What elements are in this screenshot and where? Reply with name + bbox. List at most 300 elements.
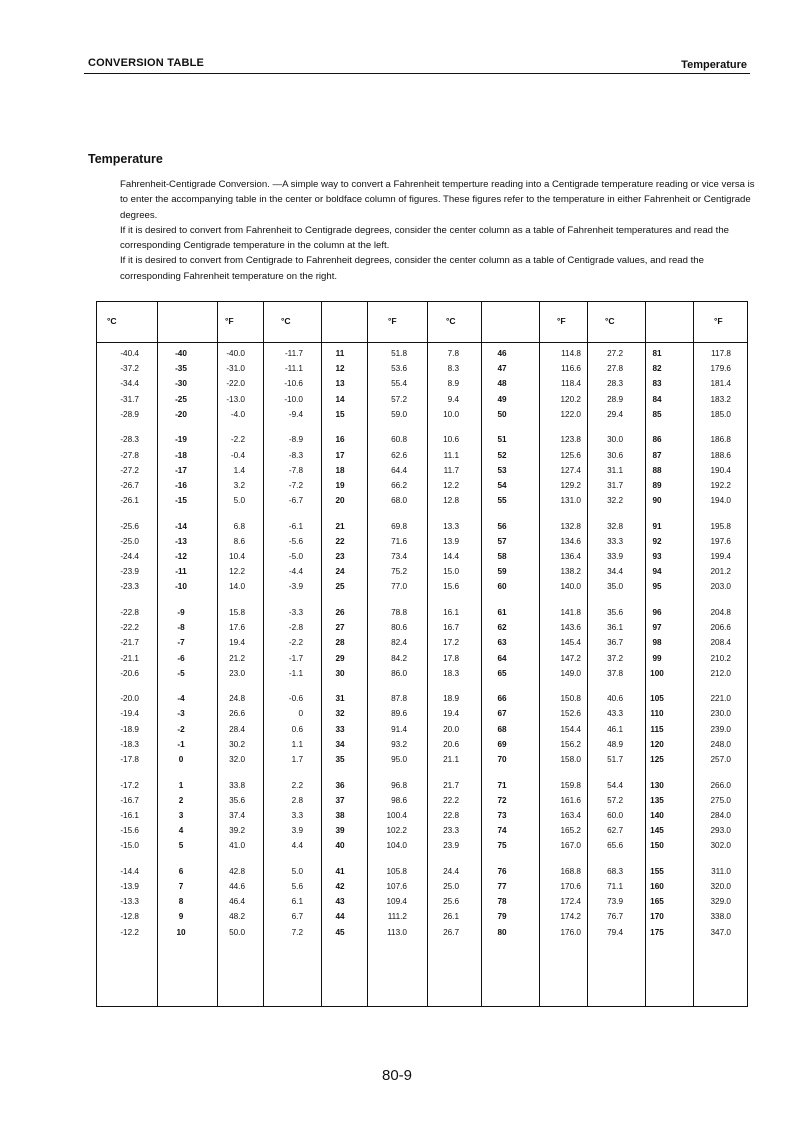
celsius-value: 17.8 — [443, 653, 459, 663]
celsius-value: 27.8 — [607, 364, 623, 374]
celsius-value: -31.7 — [120, 394, 139, 404]
fahrenheit-value: 46.4 — [229, 897, 245, 907]
conversion-table — [96, 301, 748, 1007]
center-value: 165 — [650, 897, 664, 907]
column-divider — [539, 302, 540, 1006]
center-value: 94 — [652, 567, 662, 577]
fahrenheit-value: 69.8 — [391, 521, 407, 531]
fahrenheit-value: -2.2 — [230, 435, 245, 445]
fahrenheit-value: 338.0 — [710, 912, 731, 922]
celsius-value: 48.9 — [607, 739, 623, 749]
center-value: 81 — [652, 349, 662, 358]
center-value: 97 — [652, 623, 662, 633]
center-value: 17 — [335, 450, 345, 460]
celsius-value: 2.8 — [291, 795, 303, 805]
celsius-value: 65.6 — [607, 841, 623, 851]
celsius-value: -12.2 — [120, 927, 139, 937]
celsius-value: 12.2 — [443, 480, 459, 490]
fahrenheit-value: 239.0 — [710, 724, 731, 734]
fahrenheit-value: 26.6 — [229, 709, 245, 719]
fahrenheit-value: 33.8 — [229, 780, 245, 790]
fahrenheit-value: 122.0 — [560, 409, 581, 419]
fahrenheit-value: 181.4 — [710, 379, 731, 389]
fahrenheit-value: 80.6 — [391, 623, 407, 633]
celsius-value: 43.3 — [607, 709, 623, 719]
fahrenheit-value: 208.4 — [710, 638, 731, 648]
celsius-value: 40.6 — [607, 694, 623, 704]
fahrenheit-value: 134.6 — [560, 536, 581, 546]
center-value: 85 — [652, 409, 662, 419]
fahrenheit-value: 132.8 — [560, 521, 581, 531]
celsius-value: 8.3 — [447, 364, 459, 374]
center-value: 35 — [335, 755, 345, 764]
celsius-value: -12.8 — [120, 912, 139, 922]
celsius-value: -17.2 — [120, 780, 139, 790]
fahrenheit-value: -22.0 — [226, 379, 245, 389]
fahrenheit-value: 109.4 — [386, 897, 407, 907]
center-value: -8 — [177, 623, 185, 633]
fahrenheit-value: 347.0 — [710, 927, 731, 937]
celsius-value: 16.7 — [443, 623, 459, 633]
fahrenheit-value: 204.8 — [710, 607, 731, 617]
celsius-value: -14.4 — [120, 866, 139, 876]
fahrenheit-value: 156.2 — [560, 739, 581, 749]
center-value: 79 — [497, 912, 507, 922]
fahrenheit-value: 32.0 — [229, 755, 245, 764]
celsius-value: 9.4 — [447, 394, 459, 404]
fahrenheit-value: 221.0 — [710, 694, 731, 704]
celsius-value: 13.3 — [443, 521, 459, 531]
fahrenheit-value: 136.4 — [560, 552, 581, 561]
fahrenheit-value: 50.0 — [229, 927, 245, 937]
fahrenheit-value: 60.8 — [391, 435, 407, 445]
fahrenheit-value: 113.0 — [387, 927, 407, 937]
fahrenheit-value: 138.2 — [560, 567, 581, 577]
fahrenheit-value: 145.4 — [560, 638, 581, 648]
fahrenheit-value: 131.0 — [560, 496, 581, 506]
center-value: 175 — [650, 927, 664, 937]
fahrenheit-value: 66.2 — [391, 480, 407, 490]
fahrenheit-value: 57.2 — [391, 394, 407, 404]
celsius-value: -16.7 — [120, 795, 139, 805]
fahrenheit-value: 24.8 — [229, 694, 245, 704]
center-value: 83 — [652, 379, 662, 389]
center-value: 43 — [335, 897, 345, 907]
intro-text — [120, 177, 755, 284]
fahrenheit-value: 12.2 — [229, 567, 245, 577]
fahrenheit-value: 129.2 — [560, 480, 581, 490]
celsius-value: -1.1 — [288, 668, 303, 678]
center-value: 86 — [652, 435, 662, 445]
center-value: 98 — [652, 638, 662, 648]
celsius-value: 1.1 — [291, 739, 303, 749]
fahrenheit-value: 117.8 — [711, 349, 731, 358]
celsius-value: 33.3 — [607, 536, 623, 546]
celsius-value: -19.4 — [120, 709, 139, 719]
center-value: 59 — [497, 567, 507, 577]
fahrenheit-value: 75.2 — [391, 567, 407, 577]
center-value: 88 — [652, 465, 662, 475]
center-value: -14 — [175, 521, 187, 531]
center-value: 15 — [335, 409, 345, 419]
center-value: 13 — [335, 379, 345, 389]
fahrenheit-value: 201.2 — [710, 567, 731, 577]
celsius-value: 23.3 — [443, 826, 459, 836]
fahrenheit-value: 1.4 — [233, 465, 245, 475]
fahrenheit-value: 179.6 — [710, 364, 731, 374]
celsius-value: -40.4 — [120, 349, 139, 358]
celsius-value: 20.0 — [443, 724, 459, 734]
celsius-value: -10.6 — [284, 379, 303, 389]
fahrenheit-value: 172.4 — [560, 897, 581, 907]
column-divider — [157, 302, 158, 1006]
celsius-value: 12.8 — [443, 496, 459, 506]
celsius-value: 4.4 — [291, 841, 303, 851]
celsius-value: -18.9 — [120, 724, 139, 734]
center-value: -5 — [177, 668, 185, 678]
center-value: 57 — [497, 536, 507, 546]
celsius-value: 21.1 — [443, 755, 459, 764]
center-value: 20 — [335, 496, 345, 506]
celsius-value: 13.9 — [443, 536, 459, 546]
celsius-value: -17.8 — [120, 755, 139, 764]
column-header: °F — [714, 316, 723, 326]
fahrenheit-value: 275.0 — [710, 795, 731, 805]
column-divider — [587, 302, 588, 1006]
celsius-value: 37.2 — [607, 653, 623, 663]
fahrenheit-value: 266.0 — [710, 780, 731, 790]
celsius-value: -18.3 — [120, 739, 139, 749]
celsius-value: 32.2 — [607, 496, 623, 506]
fahrenheit-value: 329.0 — [710, 897, 731, 907]
fahrenheit-value: 123.8 — [560, 435, 581, 445]
celsius-value: 0 — [298, 709, 303, 719]
celsius-value: 68.3 — [607, 866, 623, 876]
celsius-value: 17.2 — [443, 638, 459, 648]
fahrenheit-value: 73.4 — [391, 552, 407, 561]
section-title: Temperature — [88, 152, 163, 166]
celsius-value: -8.3 — [288, 450, 303, 460]
center-value: 9 — [178, 912, 184, 922]
center-value: 170 — [650, 912, 664, 922]
celsius-value: -37.2 — [120, 364, 139, 374]
center-value: 3 — [178, 810, 184, 820]
celsius-value: 6.7 — [291, 912, 303, 922]
celsius-value: -24.4 — [120, 552, 139, 561]
fahrenheit-value: 14.0 — [229, 582, 245, 592]
fahrenheit-value: 170.6 — [560, 882, 581, 891]
fahrenheit-value: -4.0 — [230, 409, 245, 419]
center-value: 130 — [650, 780, 664, 790]
celsius-value: 5.0 — [291, 866, 303, 876]
center-value: 44 — [335, 912, 345, 922]
celsius-value: -3.9 — [288, 582, 303, 592]
celsius-value: -26.7 — [120, 480, 139, 490]
celsius-value: 31.1 — [607, 465, 623, 475]
center-value: 58 — [497, 552, 507, 561]
fahrenheit-value: 197.6 — [710, 536, 731, 546]
celsius-value: 34.4 — [607, 567, 623, 577]
center-value: 32 — [335, 709, 345, 719]
center-value: 68 — [497, 724, 507, 734]
center-value: 6 — [178, 866, 184, 876]
center-value: 96 — [652, 607, 662, 617]
center-value: 100 — [650, 668, 664, 678]
column-header: °C — [605, 316, 615, 326]
celsius-value: -25.0 — [120, 536, 139, 546]
column-header: °F — [557, 316, 566, 326]
running-header-section: Temperature — [681, 59, 747, 71]
celsius-value: -6.7 — [288, 496, 303, 506]
fahrenheit-value: 120.2 — [560, 394, 581, 404]
center-value: 11 — [335, 349, 345, 358]
celsius-value: -7.2 — [288, 480, 303, 490]
celsius-value: 11.1 — [443, 450, 459, 460]
fahrenheit-value: 41.0 — [229, 841, 245, 851]
center-value: 60 — [497, 582, 507, 592]
fahrenheit-value: 23.0 — [229, 668, 245, 678]
intro-paragraph: If it is desired to convert from Fahrenheit to Centigrade degrees, consider the center column as a table of Fahrenheit temperatures and read the corresponding Centigrade temperature in the column at the left. — [120, 224, 730, 252]
center-value: 28 — [335, 638, 345, 648]
fahrenheit-value: 212.0 — [710, 668, 731, 678]
fahrenheit-value: 3.2 — [233, 480, 245, 490]
celsius-value: -28.9 — [120, 409, 139, 419]
fahrenheit-value: 53.6 — [391, 364, 407, 374]
column-header: °F — [388, 316, 397, 326]
celsius-value: -9.4 — [288, 409, 303, 419]
celsius-value: 7.8 — [447, 349, 459, 358]
celsius-value: -28.3 — [120, 435, 139, 445]
fahrenheit-value: 98.6 — [391, 795, 407, 805]
center-value: 71 — [497, 780, 507, 790]
fahrenheit-value: 107.6 — [386, 882, 407, 891]
fahrenheit-value: 163.4 — [560, 810, 581, 820]
celsius-value: -21.7 — [120, 638, 139, 648]
celsius-value: -22.2 — [120, 623, 139, 633]
celsius-value: -26.1 — [120, 496, 139, 506]
fahrenheit-value: 15.8 — [229, 607, 245, 617]
fahrenheit-value: 186.8 — [710, 435, 731, 445]
center-value: 10 — [176, 927, 186, 937]
celsius-value: -11.1 — [284, 364, 303, 374]
fahrenheit-value: 105.8 — [386, 866, 407, 876]
fahrenheit-value: 71.6 — [391, 536, 407, 546]
header-rule — [84, 73, 750, 74]
celsius-value: 32.8 — [607, 521, 623, 531]
fahrenheit-value: 230.0 — [710, 709, 731, 719]
center-value: 27 — [335, 623, 345, 633]
fahrenheit-value: 320.0 — [710, 882, 731, 891]
celsius-value: 30.0 — [607, 435, 623, 445]
celsius-value: -22.8 — [120, 607, 139, 617]
fahrenheit-value: 152.6 — [560, 709, 581, 719]
center-value: -18 — [175, 450, 187, 460]
center-value: -4 — [177, 694, 185, 704]
fahrenheit-value: 55.4 — [391, 379, 407, 389]
fahrenheit-value: 87.8 — [391, 694, 407, 704]
center-value: -40 — [175, 349, 187, 358]
center-value: 54 — [497, 480, 507, 490]
celsius-value: 15.0 — [443, 567, 459, 577]
center-value: 52 — [497, 450, 507, 460]
center-value: 21 — [335, 521, 345, 531]
center-value: 47 — [497, 364, 507, 374]
fahrenheit-value: 77.0 — [391, 582, 407, 592]
fahrenheit-value: 39.2 — [229, 826, 245, 836]
celsius-value: 37.8 — [607, 668, 623, 678]
celsius-value: 22.8 — [443, 810, 459, 820]
celsius-value: 24.4 — [443, 866, 459, 876]
celsius-value: 18.3 — [443, 668, 459, 678]
fahrenheit-value: 159.8 — [560, 780, 581, 790]
fahrenheit-value: 5.0 — [233, 496, 245, 506]
fahrenheit-value: -40.0 — [226, 349, 245, 358]
celsius-value: 23.9 — [443, 841, 459, 851]
fahrenheit-value: 8.6 — [233, 536, 245, 546]
center-value: 140 — [650, 810, 664, 820]
center-value: 53 — [497, 465, 507, 475]
center-value: 125 — [650, 755, 664, 764]
fahrenheit-value: 10.4 — [229, 552, 245, 561]
center-value: 92 — [652, 536, 662, 546]
celsius-value: -23.9 — [120, 567, 139, 577]
fahrenheit-value: 37.4 — [229, 810, 245, 820]
center-value: 72 — [497, 795, 507, 805]
fahrenheit-value: 6.8 — [233, 521, 245, 531]
celsius-value: -4.4 — [288, 567, 303, 577]
celsius-value: 7.2 — [291, 927, 303, 937]
center-value: 24 — [335, 567, 345, 577]
center-value: 145 — [650, 826, 664, 836]
fahrenheit-value: 190.4 — [710, 465, 731, 475]
center-value: 74 — [497, 826, 507, 836]
center-value: 1 — [178, 780, 184, 790]
celsius-value: 29.4 — [607, 409, 623, 419]
celsius-value: -15.6 — [120, 826, 139, 836]
celsius-value: -23.3 — [120, 582, 139, 592]
celsius-value: 14.4 — [443, 552, 459, 561]
celsius-value: 33.9 — [607, 552, 623, 561]
center-value: 110 — [650, 709, 664, 719]
fahrenheit-value: 116.6 — [561, 364, 581, 374]
fahrenheit-value: 93.2 — [391, 739, 407, 749]
center-value: 90 — [652, 496, 662, 506]
celsius-value: -15.0 — [120, 841, 139, 851]
center-value: 76 — [497, 866, 507, 876]
center-value: -1 — [177, 739, 185, 749]
center-value: 80 — [497, 927, 507, 937]
celsius-value: -8.9 — [288, 435, 303, 445]
fahrenheit-value: 42.8 — [229, 866, 245, 876]
celsius-value: 3.3 — [291, 810, 303, 820]
center-value: 50 — [497, 409, 507, 419]
center-value: 70 — [497, 755, 507, 764]
celsius-value: -2.2 — [288, 638, 303, 648]
celsius-value: 54.4 — [607, 780, 623, 790]
fahrenheit-value: 168.8 — [560, 866, 581, 876]
celsius-value: 25.6 — [443, 897, 459, 907]
fahrenheit-value: 95.0 — [391, 755, 407, 764]
celsius-value: 36.1 — [607, 623, 623, 633]
celsius-value: 18.9 — [443, 694, 459, 704]
celsius-value: 25.0 — [443, 882, 459, 891]
center-value: -16 — [175, 480, 187, 490]
celsius-value: 2.2 — [291, 780, 303, 790]
fahrenheit-value: 192.2 — [710, 480, 731, 490]
fahrenheit-value: 165.2 — [560, 826, 581, 836]
celsius-value: -34.4 — [120, 379, 139, 389]
fahrenheit-value: 158.0 — [560, 755, 581, 764]
fahrenheit-value: 35.6 — [229, 795, 245, 805]
center-value: 63 — [497, 638, 507, 648]
center-value: 61 — [497, 607, 507, 617]
fahrenheit-value: 143.6 — [560, 623, 581, 633]
fahrenheit-value: 104.0 — [386, 841, 407, 851]
fahrenheit-value: 183.2 — [710, 394, 731, 404]
column-header: °C — [446, 316, 456, 326]
fahrenheit-value: 86.0 — [391, 668, 407, 678]
celsius-value: 31.7 — [607, 480, 623, 490]
center-value: -20 — [175, 409, 187, 419]
column-divider — [427, 302, 428, 1006]
fahrenheit-value: 89.6 — [391, 709, 407, 719]
fahrenheit-value: 114.8 — [561, 349, 581, 358]
center-value: 56 — [497, 521, 507, 531]
center-value: 26 — [335, 607, 345, 617]
fahrenheit-value: 302.0 — [710, 841, 731, 851]
fahrenheit-value: 100.4 — [386, 810, 407, 820]
celsius-value: 10.0 — [443, 409, 459, 419]
celsius-value: 35.6 — [607, 607, 623, 617]
fahrenheit-value: 44.6 — [229, 882, 245, 891]
center-value: -2 — [177, 724, 185, 734]
center-value: 30 — [335, 668, 345, 678]
celsius-value: 21.7 — [443, 780, 459, 790]
intro-paragraph: Fahrenheit-Centigrade Conversion. —A simple way to convert a Fahrenheit temperture reading into a Centigrade temperature reading or vice versa is to enter the accompanying table in the center or boldface column of figures. These figures refer to the temperature in either Fahrenheit or Centigrade degrees. — [120, 179, 755, 221]
center-value: -10 — [175, 582, 187, 592]
fahrenheit-value: 19.4 — [229, 638, 245, 648]
center-value: 77 — [497, 882, 507, 891]
celsius-value: 28.9 — [607, 394, 623, 404]
celsius-value: -1.7 — [288, 653, 303, 663]
fahrenheit-value: 210.2 — [710, 653, 731, 663]
center-value: 78 — [497, 897, 507, 907]
center-value: 73 — [497, 810, 507, 820]
center-value: -25 — [175, 394, 187, 404]
fahrenheit-value: 150.8 — [560, 694, 581, 704]
celsius-value: -20.6 — [120, 668, 139, 678]
fahrenheit-value: 284.0 — [710, 810, 731, 820]
center-value: 23 — [335, 552, 345, 561]
center-value: 150 — [650, 841, 664, 851]
fahrenheit-value: 206.6 — [710, 623, 731, 633]
celsius-value: -20.0 — [120, 694, 139, 704]
celsius-value: 6.1 — [291, 897, 303, 907]
celsius-value: 5.6 — [291, 882, 303, 891]
center-value: 31 — [335, 694, 345, 704]
center-value: 8 — [178, 897, 184, 907]
running-header-title: CONVERSION TABLE — [88, 57, 205, 69]
center-value: -15 — [175, 496, 187, 506]
celsius-value: 71.1 — [607, 882, 623, 891]
fahrenheit-value: 118.4 — [561, 379, 581, 389]
column-divider — [367, 302, 368, 1006]
fahrenheit-value: 203.0 — [710, 582, 731, 592]
celsius-value: -7.8 — [288, 465, 303, 475]
fahrenheit-value: 78.8 — [391, 607, 407, 617]
celsius-value: -11.7 — [284, 349, 303, 358]
celsius-value: 3.9 — [291, 826, 303, 836]
